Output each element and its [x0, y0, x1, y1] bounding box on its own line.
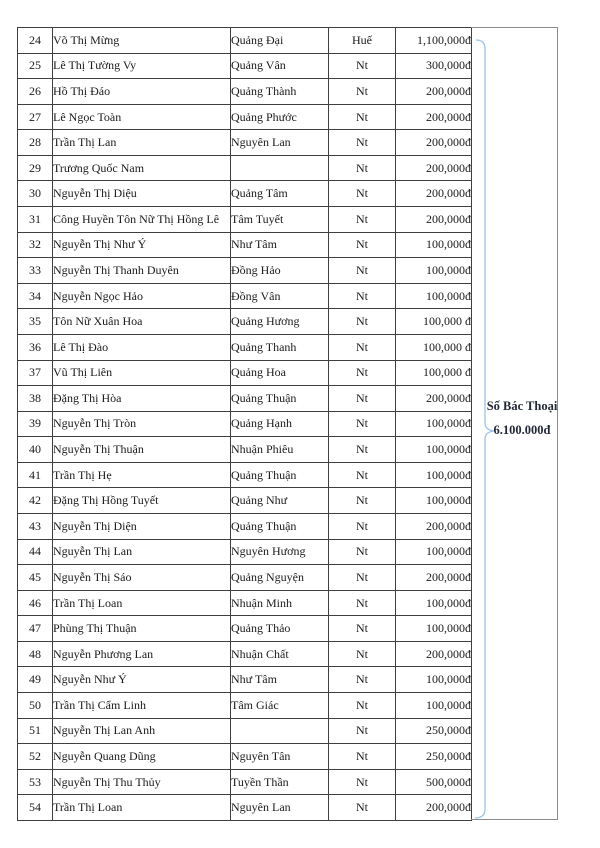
amount-cell: 200,000đ [396, 641, 472, 667]
place-cell: Nt [329, 79, 396, 105]
donor-name-cell: Đặng Thị Hòa [53, 386, 231, 412]
table-row [18, 79, 472, 105]
place-cell: Nt [329, 488, 396, 514]
table-row [18, 53, 472, 79]
row-number-cell: 34 [18, 283, 53, 309]
dharma-name-cell [231, 155, 329, 181]
amount-cell: 100,000đ [396, 539, 472, 565]
amount-cell: 1,100,000đ [396, 28, 472, 54]
dharma-name-cell: Quảng Thuận [231, 462, 329, 488]
place-cell: Nt [329, 437, 396, 463]
place-cell: Nt [329, 667, 396, 693]
table-row [18, 718, 472, 744]
dharma-name-cell: Nguyên Lan [231, 795, 329, 821]
donor-name-cell: Công Huyền Tôn Nữ Thị Hồng Lê [53, 207, 231, 233]
dharma-name-cell: Đồng Hảo [231, 258, 329, 284]
donor-name-cell: Trần Thị Cẩm Linh [53, 693, 231, 719]
donor-name-cell: Tôn Nữ Xuân Hoa [53, 309, 231, 335]
donor-name-cell: Trần Thị Loan [53, 795, 231, 821]
place-cell: Nt [329, 795, 396, 821]
table-row [18, 207, 472, 233]
row-number-cell: 26 [18, 79, 53, 105]
dharma-name-cell: Nhuận Phiêu [231, 437, 329, 463]
amount-cell: 100,000đ [396, 283, 472, 309]
amount-cell: 100,000đ [396, 667, 472, 693]
amount-cell: 100,000 đ [396, 309, 472, 335]
place-cell: Nt [329, 207, 396, 233]
dharma-name-cell: Đồng Vân [231, 283, 329, 309]
amount-cell: 200,000đ [396, 79, 472, 105]
place-cell: Nt [329, 462, 396, 488]
row-number-cell: 30 [18, 181, 53, 207]
row-number-cell: 44 [18, 539, 53, 565]
row-number-cell: 38 [18, 386, 53, 412]
donor-name-cell: Trần Thị Loan [53, 590, 231, 616]
row-number-cell: 43 [18, 513, 53, 539]
amount-cell: 100,000đ [396, 411, 472, 437]
total-amount: 6.100.000đ [493, 422, 551, 437]
amount-cell: 100,000đ [396, 590, 472, 616]
table-row [18, 104, 472, 130]
row-number-cell: 49 [18, 667, 53, 693]
amount-cell: 200,000đ [396, 155, 472, 181]
place-cell: Nt [329, 334, 396, 360]
amount-cell: 200,000đ [396, 513, 472, 539]
place-cell: Nt [329, 309, 396, 335]
dharma-name-cell: Nguyên Tân [231, 744, 329, 770]
donor-name-cell: Nguyễn Thị Lan [53, 539, 231, 565]
amount-cell: 500,000đ [396, 769, 472, 795]
row-number-cell: 36 [18, 334, 53, 360]
row-number-cell: 37 [18, 360, 53, 386]
amount-cell: 100,000đ [396, 462, 472, 488]
dharma-name-cell: Quảng Thanh [231, 334, 329, 360]
place-cell: Nt [329, 513, 396, 539]
table-row [18, 795, 472, 821]
dharma-name-cell: Quảng Thuận [231, 513, 329, 539]
table-row [18, 769, 472, 795]
donor-name-cell: Lê Thị Tường Vy [53, 53, 231, 79]
table-row [18, 130, 472, 156]
row-number-cell: 51 [18, 718, 53, 744]
amount-cell: 250,000đ [396, 718, 472, 744]
place-cell: Nt [329, 641, 396, 667]
place-cell: Nt [329, 258, 396, 284]
row-number-cell: 27 [18, 104, 53, 130]
amount-cell: 100,000 đ [396, 334, 472, 360]
dharma-name-cell: Quảng Hoa [231, 360, 329, 386]
donor-name-cell: Võ Thị Mừng [53, 28, 231, 54]
donor-name-cell: Trần Thị Hẹ [53, 462, 231, 488]
row-number-cell: 48 [18, 641, 53, 667]
place-cell: Huế [329, 28, 396, 54]
donor-name-cell: Vũ Thị Liên [53, 360, 231, 386]
donor-name-cell: Nguyễn Thị Thuận [53, 437, 231, 463]
donor-name-cell: Hồ Thị Đáo [53, 79, 231, 105]
donor-name-cell: Nguyễn Thị Sáo [53, 565, 231, 591]
row-number-cell: 24 [18, 28, 53, 54]
place-cell: Nt [329, 590, 396, 616]
dharma-name-cell: Quảng Phước [231, 104, 329, 130]
table-row [18, 590, 472, 616]
row-number-cell: 29 [18, 155, 53, 181]
place-cell: Nt [329, 411, 396, 437]
place-cell: Nt [329, 565, 396, 591]
dharma-name-cell [231, 718, 329, 744]
row-number-cell: 50 [18, 693, 53, 719]
dharma-name-cell: Nguyên Hương [231, 539, 329, 565]
amount-cell: 100,000 đ [396, 360, 472, 386]
donor-name-cell: Nguyễn Thị Thanh Duyên [53, 258, 231, 284]
dharma-name-cell: Như Tâm [231, 232, 329, 258]
donor-name-cell: Trương Quốc Nam [53, 155, 231, 181]
row-number-cell: 25 [18, 53, 53, 79]
place-cell: Nt [329, 130, 396, 156]
total-label: Số Bác Thoại [486, 399, 558, 413]
amount-cell: 200,000đ [396, 565, 472, 591]
donor-name-cell: Trần Thị Lan [53, 130, 231, 156]
donor-name-cell: Đặng Thị Hồng Tuyết [53, 488, 231, 514]
place-cell: Nt [329, 283, 396, 309]
row-number-cell: 42 [18, 488, 53, 514]
dharma-name-cell: Tâm Tuyết [231, 207, 329, 233]
table-row [18, 616, 472, 642]
amount-cell: 200,000đ [396, 130, 472, 156]
dharma-name-cell: Nhuận Chất [231, 641, 329, 667]
table-row [18, 744, 472, 770]
dharma-name-cell: Quảng Thành [231, 79, 329, 105]
table-row [18, 462, 472, 488]
amount-cell: 100,000đ [396, 437, 472, 463]
place-cell: Nt [329, 693, 396, 719]
dharma-name-cell: Quảng Như [231, 488, 329, 514]
row-number-cell: 31 [18, 207, 53, 233]
donor-name-cell: Lê Thị Đào [53, 334, 231, 360]
donor-name-cell: Nguyễn Thị Thu Thủy [53, 769, 231, 795]
dharma-name-cell: Quảng Tâm [231, 181, 329, 207]
dharma-name-cell: Quảng Thuận [231, 386, 329, 412]
row-number-cell: 46 [18, 590, 53, 616]
donation-table [17, 27, 472, 821]
donor-name-cell: Phùng Thị Thuận [53, 616, 231, 642]
row-number-cell: 52 [18, 744, 53, 770]
row-number-cell: 28 [18, 130, 53, 156]
amount-cell: 200,000đ [396, 104, 472, 130]
amount-cell: 200,000đ [396, 795, 472, 821]
dharma-name-cell: Quảng Đại [231, 28, 329, 54]
donor-name-cell: Nguyễn Thị Như Ý [53, 232, 231, 258]
row-number-cell: 39 [18, 411, 53, 437]
table-row [18, 437, 472, 463]
dharma-name-cell: Như Tâm [231, 667, 329, 693]
place-cell: Nt [329, 360, 396, 386]
table-row [18, 539, 472, 565]
amount-cell: 250,000đ [396, 744, 472, 770]
table-body [18, 28, 472, 821]
table-row [18, 155, 472, 181]
place-cell: Nt [329, 769, 396, 795]
place-cell: Nt [329, 616, 396, 642]
table-row [18, 334, 472, 360]
row-number-cell: 41 [18, 462, 53, 488]
donor-name-cell: Nguyễn Thị Lan Anh [53, 718, 231, 744]
dharma-name-cell: Nhuận Minh [231, 590, 329, 616]
row-number-cell: 35 [18, 309, 53, 335]
dharma-name-cell: Tuyền Thần [231, 769, 329, 795]
dharma-name-cell: Nguyên Lan [231, 130, 329, 156]
amount-cell: 100,000đ [396, 616, 472, 642]
donor-name-cell: Lê Ngọc Toàn [53, 104, 231, 130]
amount-cell: 100,000đ [396, 488, 472, 514]
table-row [18, 641, 472, 667]
donor-name-cell: Nguyễn Ngọc Hảo [53, 283, 231, 309]
place-cell: Nt [329, 104, 396, 130]
amount-cell: 200,000đ [396, 207, 472, 233]
place-cell: Nt [329, 539, 396, 565]
place-cell: Nt [329, 744, 396, 770]
donor-name-cell: Nguyễn Thị Diệu [53, 181, 231, 207]
row-number-cell: 45 [18, 565, 53, 591]
donor-name-cell: Nguyễn Thị Tròn [53, 411, 231, 437]
table-row [18, 28, 472, 54]
table-row [18, 309, 472, 335]
table-row [18, 386, 472, 412]
row-number-cell: 32 [18, 232, 53, 258]
dharma-name-cell: Quảng Vân [231, 53, 329, 79]
amount-cell: 100,000đ [396, 258, 472, 284]
table-row [18, 181, 472, 207]
table-row [18, 360, 472, 386]
row-number-cell: 53 [18, 769, 53, 795]
place-cell: Nt [329, 155, 396, 181]
place-cell: Nt [329, 386, 396, 412]
row-number-cell: 40 [18, 437, 53, 463]
table-row [18, 693, 472, 719]
donor-name-cell: Nguyễn Thị Diện [53, 513, 231, 539]
dharma-name-cell: Quảng Thảo [231, 616, 329, 642]
amount-cell: 300,000đ [396, 53, 472, 79]
place-cell: Nt [329, 718, 396, 744]
donor-name-cell: Nguyễn Phương Lan [53, 641, 231, 667]
table-row [18, 513, 472, 539]
amount-cell: 100,000đ [396, 693, 472, 719]
dharma-name-cell: Quảng Nguyện [231, 565, 329, 591]
table-row [18, 411, 472, 437]
row-number-cell: 54 [18, 795, 53, 821]
table-row [18, 488, 472, 514]
table-row [18, 258, 472, 284]
dharma-name-cell: Quảng Hương [231, 309, 329, 335]
place-cell: Nt [329, 53, 396, 79]
place-cell: Nt [329, 232, 396, 258]
amount-cell: 200,000đ [396, 181, 472, 207]
donor-name-cell: Nguyễn Quang Dũng [53, 744, 231, 770]
amount-cell: 100,000đ [396, 232, 472, 258]
row-number-cell: 33 [18, 258, 53, 284]
row-number-cell: 47 [18, 616, 53, 642]
table-row [18, 283, 472, 309]
total-annotation [487, 400, 557, 436]
donor-name-cell: Nguyễn Như Ý [53, 667, 231, 693]
table-row [18, 565, 472, 591]
dharma-name-cell: Quảng Hạnh [231, 411, 329, 437]
table-row [18, 232, 472, 258]
dharma-name-cell: Tâm Giác [231, 693, 329, 719]
place-cell: Nt [329, 181, 396, 207]
amount-cell: 200,000đ [396, 386, 472, 412]
table-row [18, 667, 472, 693]
